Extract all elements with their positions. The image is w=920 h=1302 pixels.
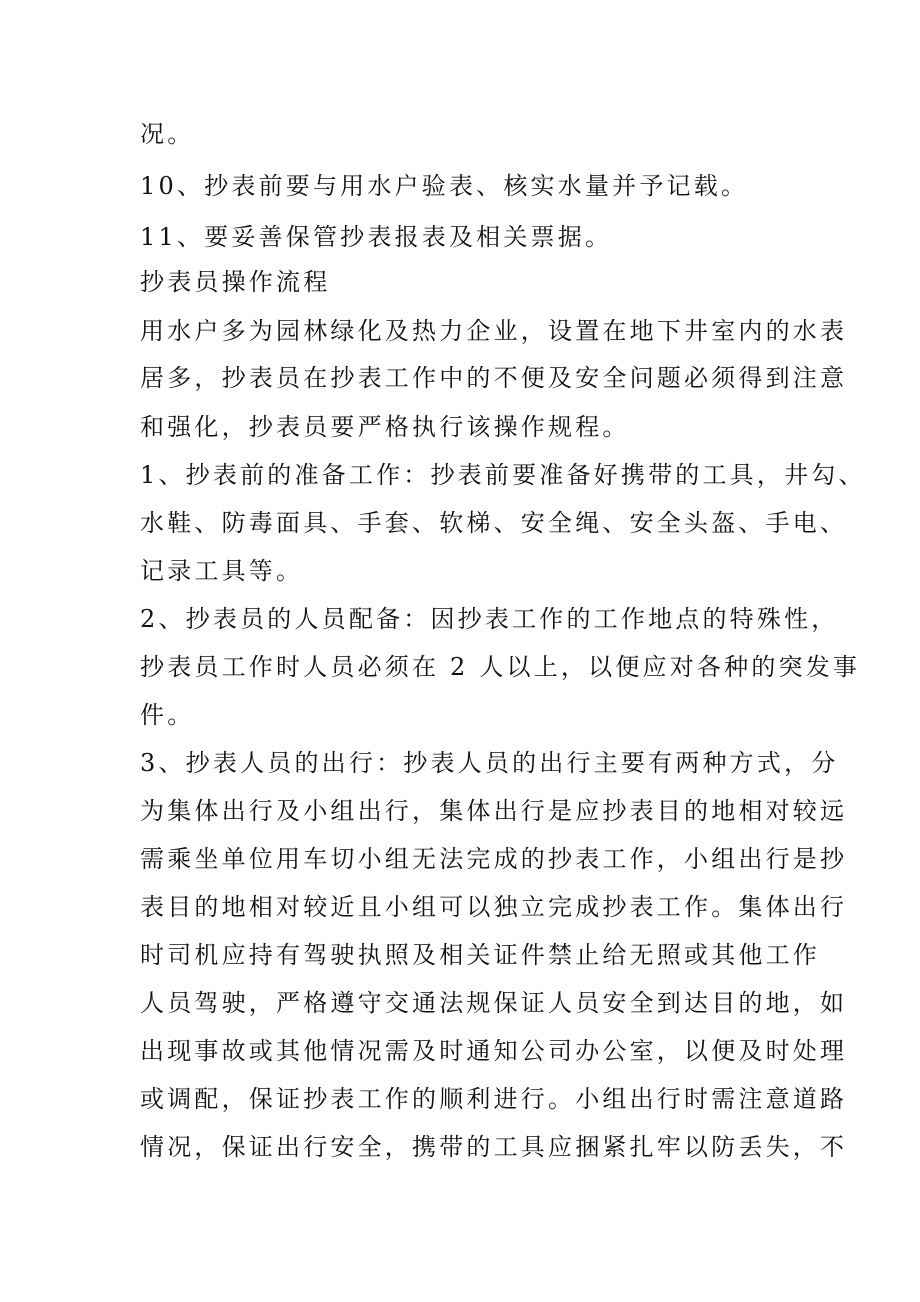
text-line: 表目的地相对较近且小组可以独立完成抄表工作。集体出行 <box>140 893 848 921</box>
text-line: 情况，保证出行安全，携带的工具应捆紧扎牢以防丢失，不 <box>140 1133 848 1161</box>
text-line: 居多，抄表员在抄表工作中的不便及安全问题必须得到注意 <box>140 364 848 392</box>
text-line: 记录工具等。 <box>140 557 304 585</box>
text-line: 3、抄表人员的出行：抄表人员的出行主要有两种方式，分 <box>140 749 839 777</box>
section-heading: 抄表员操作流程 <box>140 268 331 296</box>
text-line: 或调配，保证抄表工作的顺利进行。小组出行时需注意道路 <box>140 1085 848 1113</box>
text-line: 2、抄表员的人员配备：因抄表工作的工作地点的特殊性， <box>140 605 839 633</box>
text-line: 需乘坐单位用车切小组无法完成的抄表工作，小组出行是抄 <box>140 845 848 873</box>
text-line: 为集体出行及小组出行，集体出行是应抄表目的地相对较远 <box>140 797 848 825</box>
text-line: 件。 <box>140 701 195 729</box>
text-line: 1、抄表前的准备工作：抄表前要准备好携带的工具，井勾、 <box>140 461 866 489</box>
text-line: 水鞋、防毒面具、手套、软梯、安全绳、安全头盔、手电、 <box>140 509 848 537</box>
text-line: 人员驾驶，严格遵守交通法规保证人员安全到达目的地，如 <box>140 989 848 1017</box>
text-line: 10、抄表前要与用水户验表、核实水量并予记载。 <box>140 172 749 200</box>
text-line: 出现事故或其他情况需及时通知公司办公室，以便及时处理 <box>140 1037 848 1065</box>
text-line: 时司机应持有驾驶执照及相关证件禁止给无照或其他工作 <box>140 941 820 969</box>
text-line: 11、要妥善保管抄表报表及相关票据。 <box>140 223 613 251</box>
text-line: 况。 <box>140 120 195 148</box>
text-line: 和强化，抄表员要严格执行该操作规程。 <box>140 413 630 441</box>
text-line: 用水户多为园林绿化及热力企业，设置在地下井室内的水表 <box>140 317 848 345</box>
text-line: 抄表员工作时人员必须在 2 人以上，以便应对各种的突发事 <box>140 653 861 681</box>
